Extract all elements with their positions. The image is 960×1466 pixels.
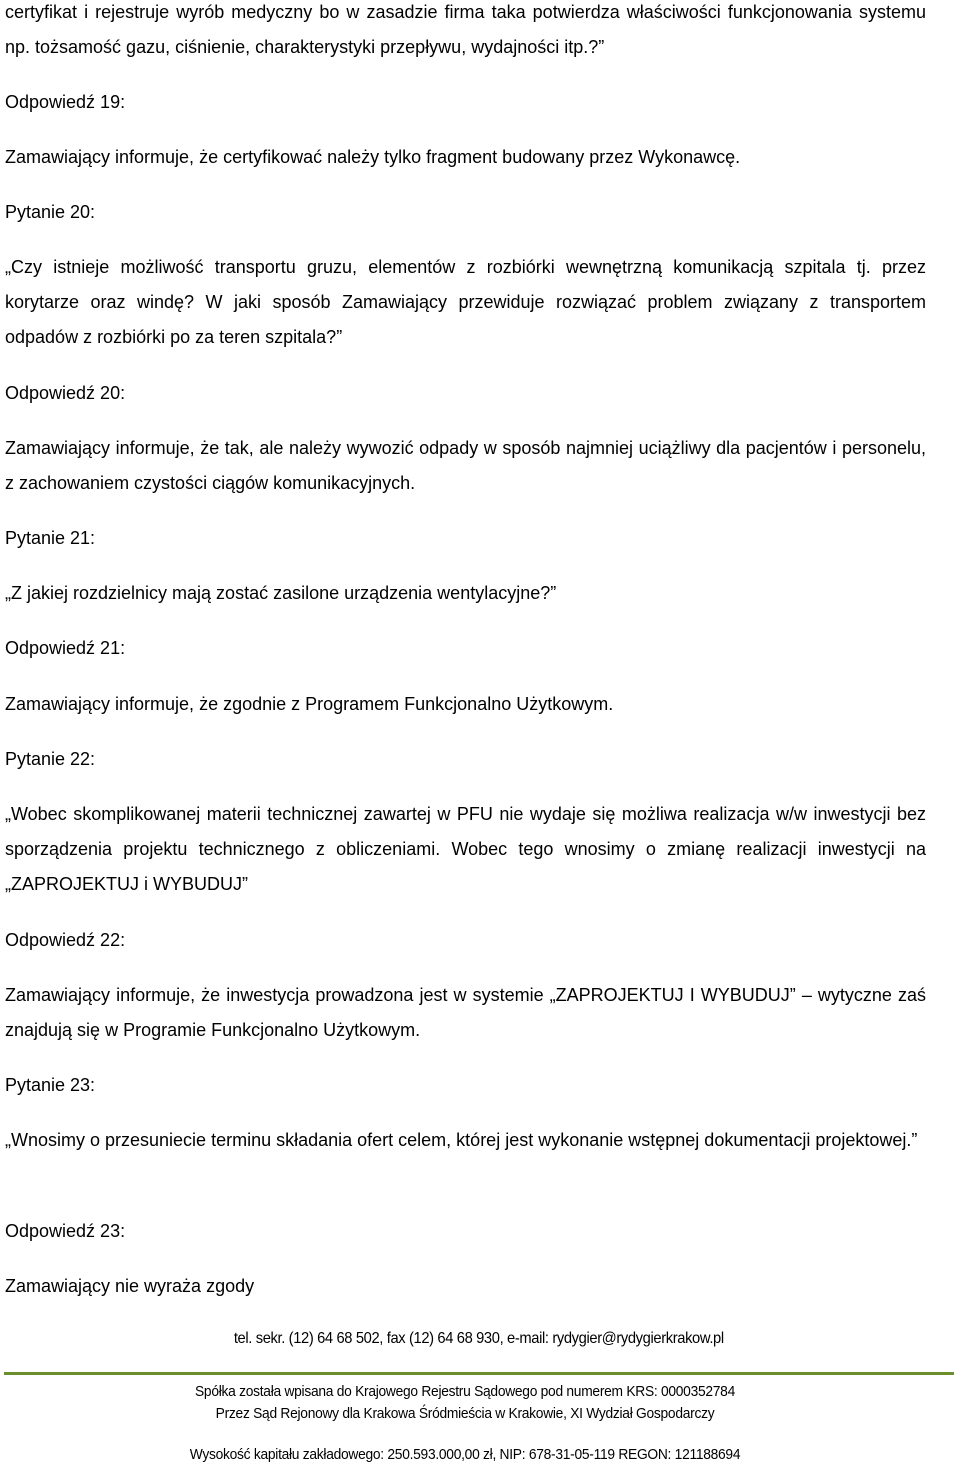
- heading-pytanie-20: Pytanie 20:: [5, 202, 96, 222]
- paragraph-question-23: „Wnosimy o przesuniecie terminu składania ofert celem, której jest wykonanie wstępnej dokumentacji projektowej.”: [5, 1130, 918, 1150]
- footer-court-line: Przez Sąd Rejonowy dla Krakowa Śródmieścia w Krakowie, XI Wydział Gospodarczy: [215, 1405, 715, 1422]
- paragraph-answer-22: Zamawiający informuje, że inwestycja prowadzona jest w systemie „ZAPROJEKTUJ I WYBUDUJ” – wytyczne zaś znajdują się w Programie Funkcjonalno Użytkowym.: [5, 985, 926, 1040]
- heading-odpowiedz-20: Odpowiedź 20:: [5, 383, 126, 403]
- paragraph-answer-23: Zamawiający nie wyraża zgody: [5, 1276, 255, 1296]
- paragraph-answer-20: Zamawiający informuje, że tak, ale należy wywozić odpady w sposób najmniej uciążliwy dla pacjentów i personelu, z zachowaniem czystości ciągów komunikacyjnych.: [5, 438, 926, 493]
- heading-odpowiedz-23: Odpowiedź 23:: [5, 1221, 126, 1241]
- footer-capital-line: Wysokość kapitału zakładowego: 250.593.000,00 zł, NIP: 678-31-05-119 REGON: 121188694: [189, 1446, 741, 1463]
- paragraph-answer-21: Zamawiający informuje, że zgodnie z Programem Funkcjonalno Użytkowym.: [5, 694, 614, 714]
- heading-odpowiedz-19: Odpowiedź 19:: [5, 92, 126, 112]
- paragraph-q19-continuation: certyfikat i rejestruje wyrób medyczny bo w zasadzie firma taka potwierdza właściwości funkcjonowania systemu np. tożsamość gazu, ciśnienie, charakterystyki przepływu, wydajności itp.?”: [5, 2, 926, 57]
- paragraph-question-20: „Czy istnieje możliwość transportu gruzu, elementów z rozbiórki wewnętrzną komunikacją szpitala tj. przez korytarze oraz windę? W jaki sposób Zamawiający przewiduje rozwiązać problem związany z transportem odpadów z rozbiórki po za teren szpitala?”: [5, 257, 926, 347]
- footer-contact-line: tel. sekr. (12) 64 68 502, fax (12) 64 68 930, e-mail: rydygier@rydygierkrakow.pl: [233, 1330, 724, 1347]
- heading-pytanie-21: Pytanie 21:: [5, 528, 96, 548]
- footer-divider: [4, 1372, 954, 1375]
- heading-odpowiedz-22: Odpowiedź 22:: [5, 930, 126, 950]
- heading-odpowiedz-21: Odpowiedź 21:: [5, 638, 126, 658]
- heading-pytanie-23: Pytanie 23:: [5, 1075, 96, 1095]
- paragraph-question-22: „Wobec skomplikowanej materii technicznej zawartej w PFU nie wydaje się możliwa realizacja w/w inwestycji bez sporządzenia projektu technicznego z obliczeniami. Wobec tego wnosimy o zmianę realizacji inwestycji na „ZAPROJEKTUJ i WYBUDUJ”: [5, 804, 926, 894]
- footer-krs-line: Spółka została wpisana do Krajowego Rejestru Sądowego pod numerem KRS: 0000352784: [195, 1383, 735, 1400]
- heading-pytanie-22: Pytanie 22:: [5, 749, 96, 769]
- paragraph-question-21: „Z jakiej rozdzielnicy mają zostać zasilone urządzenia wentylacyjne?”: [5, 583, 557, 603]
- paragraph-answer-19: Zamawiający informuje, że certyfikować należy tylko fragment budowany przez Wykonawcę.: [5, 147, 741, 167]
